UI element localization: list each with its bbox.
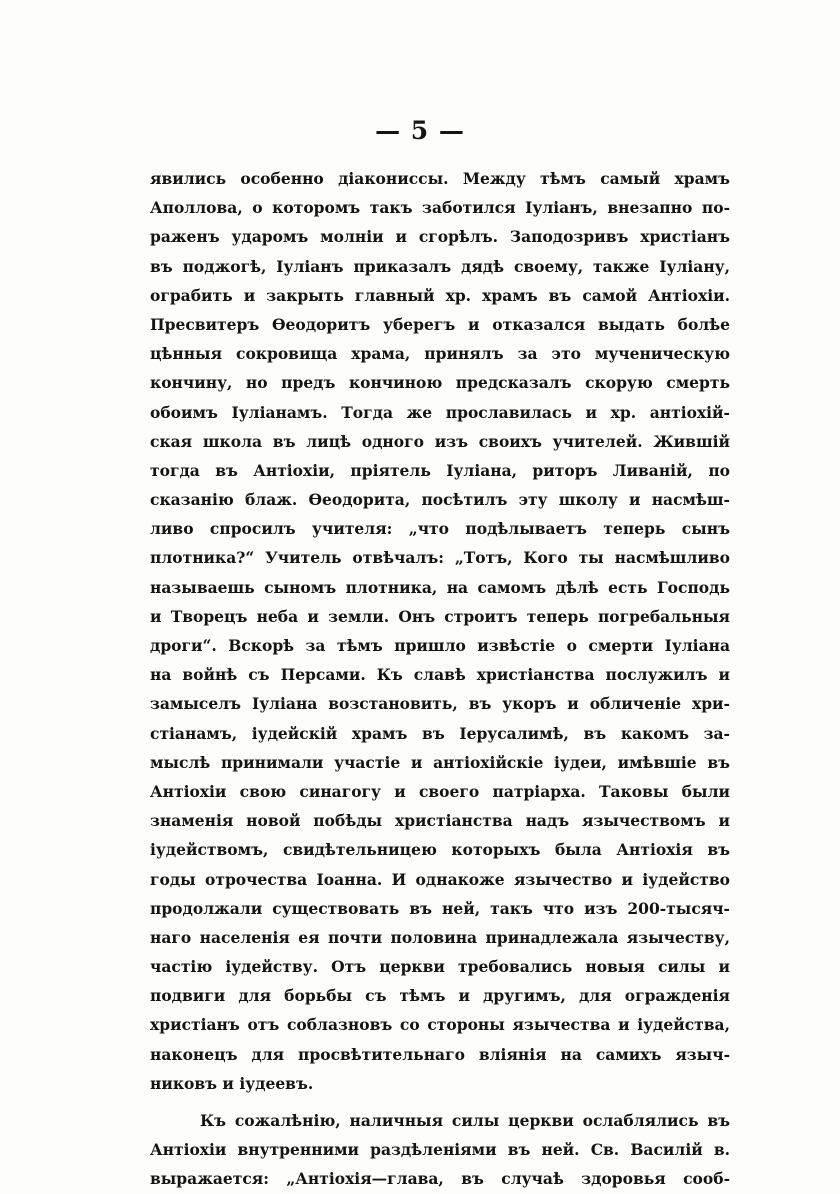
text-line: мыслѣ принимали участіе и антіохійскіе іудеи, имѣвшіе въ [150,752,730,772]
text-line: плотника?“ Учитель отвѣчалъ: „Тотъ, Кого ты насмѣшливо [150,548,730,568]
text-line: ливо спросилъ учителя: „что подѣлываетъ теперь сынъ [150,519,730,539]
text-line: Пресвитеръ Ѳеодоритъ уберегъ и отказался выдать болѣе [150,314,730,334]
text-line: дроги“. Вскорѣ за тѣмъ пришло извѣстіе о смерти Іуліана [150,636,730,655]
paragraph-gap [150,1098,730,1106]
text-line: годы отрочества Іоанна. И однакоже язычество и іудейство [150,869,730,889]
text-line: знаменія новой побѣды христіанства надъ язычествомъ и [150,811,730,831]
text-line: замыселъ Іуліана возстановить, въ укоръ и обличеніе хри- [150,694,730,714]
paragraph [150,1106,730,1194]
text-line: цѣнныя сокровища храма, принялъ за это мученическую [150,344,730,364]
paragraph [150,164,730,1098]
text-line: обоимъ Іуліанамъ. Тогда же прославилась и хр. антіохій- [150,402,730,422]
text-line: явились особенно діакониссы. Между тѣмъ самый храмъ [150,169,730,188]
text-line: продолжали существовать въ ней, такъ что изъ 200-тысяч- [150,898,730,918]
text-line: Антіохіи свою синагогу и своего патріарха. Таковы были [150,781,730,801]
body-text [150,164,730,1194]
text-line: никовъ и іудеевъ. [150,1073,314,1093]
text-line: ограбить и закрыть главный хр. храмъ въ самой Антіохіи. [150,285,730,305]
text-line: называешь сыномъ плотника, на самомъ дѣлѣ есть Господь [150,577,730,597]
text-line: частію іудейству. Отъ церкви требовались новыя силы и [150,957,730,977]
page-number: — 5 — [375,116,465,145]
text-line: іудействомъ, свидѣтельницею которыхъ была Антіохія въ [150,840,730,860]
text-line: христіанъ отъ соблазновъ со стороны язычества и іудейства, [150,1015,730,1035]
text-line: наконецъ для просвѣтительнаго вліянія на самихъ языч- [150,1044,730,1064]
text-line: наго населенія ея почти половина принадлежала язычеству, [150,927,730,947]
text-line: на войнѣ съ Персами. Къ славѣ христіанства послужилъ и [150,665,730,685]
text-line: стіанамъ, іудейскій храмъ въ Іерусалимѣ, въ какомъ за- [150,723,730,743]
text-line: выражается: „Антіохія—глава, въ случаѣ здоровья сооб- [150,1169,730,1189]
text-line: тогда въ Антіохіи, пріятель Іуліана, риторъ Ливаній, по [150,460,730,480]
text-line: Аполлова, о которомъ такъ заботился Іуліанъ, внезапно по- [150,198,730,218]
text-line: и Творецъ неба и земли. Онъ строитъ теперь погребальныя [150,606,730,626]
text-line: подвиги для борьбы съ тѣмъ и другимъ, для огражденія [150,986,730,1006]
text-line: раженъ ударомъ молніи и сгорѣлъ. Заподозривъ христіанъ [150,227,730,247]
text-line: ская школа въ лицѣ одного изъ своихъ учителей. Жившій [150,431,730,451]
text-line: сказанію блаж. Ѳеодорита, посѣтилъ эту школу и насмѣш- [150,490,730,510]
text-line: Антіохіи внутренними раздѣленіями въ ней. Св. Василій в. [150,1140,730,1160]
text-line: кончину, но предъ кончиною предсказалъ скорую смерть [150,373,730,393]
text-line: Къ сожалѣнію, наличныя силы церкви ослаблялись въ [200,1111,730,1130]
text-line: въ поджогѣ, Іуліанъ приказалъ дядѣ своему, также Іуліану, [150,256,730,276]
